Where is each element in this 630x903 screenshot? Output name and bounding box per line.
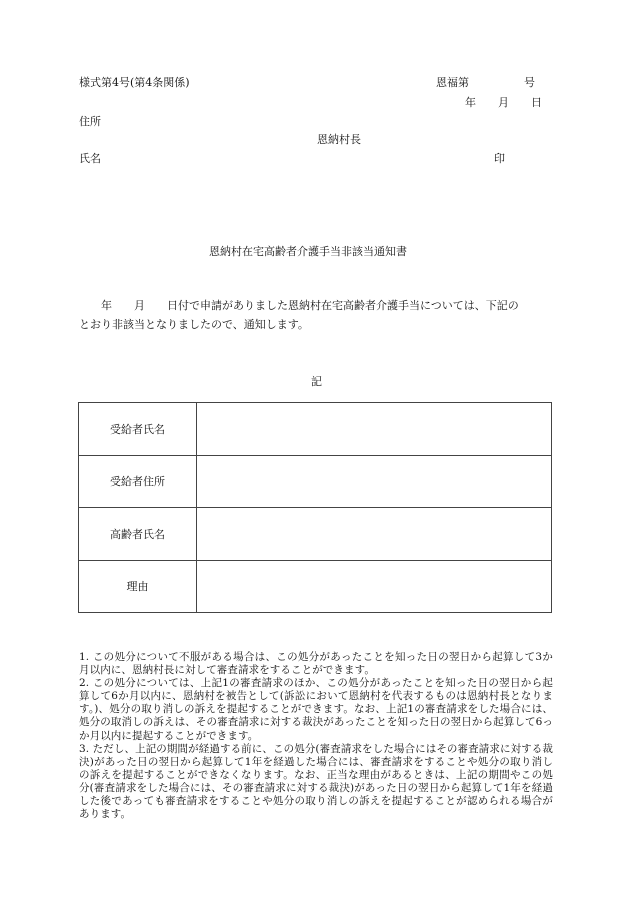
row-value: [197, 455, 552, 508]
table-row: [79, 560, 552, 613]
note-3: 3. ただし、上記の期間が経過する前に、この処分(審査請求をした場合にはその審査請求に対する裁決)があった日の翌日から起算して1年を経過した場合には、審査請求をすることや処分の取り消しの訴えを提起することができなくなります。なお、正当な理由があるときは、上記の期間やこの処分(審査請求をした場合には、その審査請求に対する裁決)があった日の翌日から起算して1年を経過した後であっても審査請求をすることや処分の取り消しの訴えを提起することが認められる場合があります。: [79, 742, 553, 821]
document-number: 恩福第 号: [436, 76, 535, 89]
name-label: 氏名: [79, 152, 101, 165]
table-row: [79, 455, 552, 508]
table-row: [79, 403, 552, 456]
address-label: 住所: [79, 115, 101, 128]
row-label: 理由: [79, 560, 197, 613]
row-value: [197, 508, 552, 561]
note-2: 2. この処分については、上記1の審査請求のほか、この処分があったことを知った日の翌日から起算して6か月以内に、恩納村を被告として(訴訟において恩納村を代表するものは恩納村長となります。)、処分の取り消しの訴えを提起することができます。なお、上記1の審査請求をした場合には、処分の取消しの訴えは、その審査請求に対する裁決があったことを知った日の翌日から起算して6っか月以内に提起することができます。: [79, 677, 553, 742]
table-row: [79, 508, 552, 561]
document-title: 恩納村在宅高齢者介護手当非該当通知書: [209, 245, 407, 258]
appeal-notes: [79, 651, 553, 821]
seal-mark: 印: [494, 152, 505, 165]
issue-date: 年 月 日: [465, 96, 542, 109]
row-value: [197, 560, 552, 613]
row-label: 高齢者氏名: [79, 508, 197, 561]
ki-heading: 記: [311, 375, 322, 388]
form-number: 様式第4号(第4条関係): [79, 76, 190, 89]
row-label: 受給者住所: [79, 455, 197, 508]
note-1: 1. この処分について不服がある場合は、この処分があったことを知った日の翌日から起算して3か月以内に、恩納村長に対して審査請求をすることができます。: [79, 651, 553, 677]
issuer-mayor: 恩納村長: [317, 133, 361, 146]
record-table: [78, 402, 552, 613]
row-value: [197, 403, 552, 456]
body-line-1: 年 月 日付で申請がありました恩納村在宅高齢者介護手当については、下記の: [101, 299, 519, 312]
row-label: 受給者氏名: [79, 403, 197, 456]
body-line-2: とおり非該当となりましたので、通知します。: [79, 318, 309, 331]
